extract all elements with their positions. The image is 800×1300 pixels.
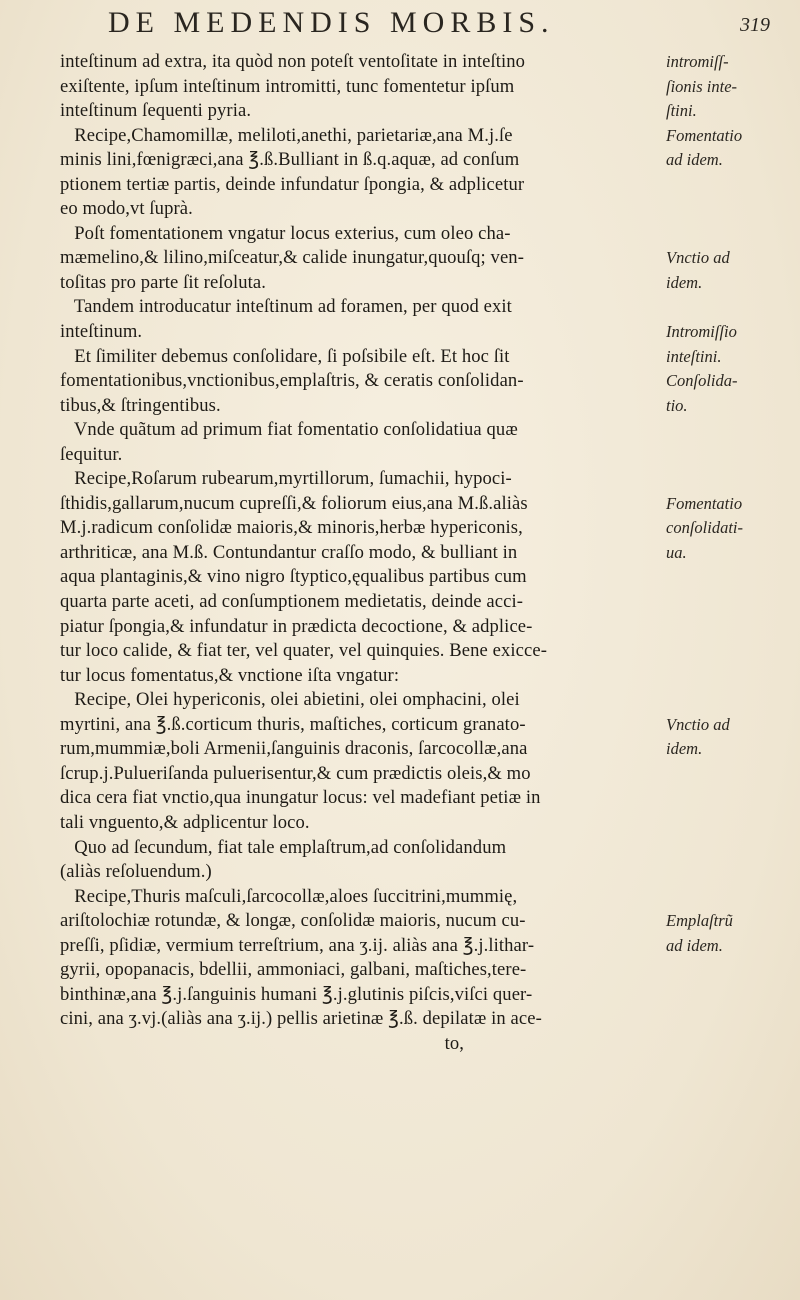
text-line: Et ſimiliter debemus conſolidare, ſi poſsibile eſt. Et hoc ſit [60,345,510,367]
text-line: Recipe,Chamomillæ, meliloti,anethi, parietariæ,ana M.j.ſe [60,124,513,146]
text-line: arthriticæ, ana M.ß. Contundantur craſſo modo, & bulliant in [60,541,518,563]
text-line: tibus,& ſtringentibus. [60,394,221,416]
text-line: Recipe, Olei hypericonis, olei abietini, olei omphacini, olei [60,689,520,711]
text-line: preſſi, pſidiæ, vermium terreſtrium, ana ʒ.ij. aliàs ana ℥.j.lithar- [60,934,535,956]
text-line: inteſtinum ſequenti pyria. [60,100,252,122]
text-line: ſequitur. [60,443,123,465]
text-line: aqua plantaginis,& vino nigro ſtyptico,ęqualibus partibus cum [60,566,527,588]
text-line: tali vnguento,& adplicentur loco. [60,811,310,833]
margin-note: Intromiſſio [666,322,737,342]
text-line: Tandem introducatur inteſtinum ad foramen, per quod exit [60,296,512,318]
text-line: myrtini, ana ℥.ß.corticum thuris, maſtiches, corticum granato- [60,713,526,735]
text-line: rum,mummiæ,boli Armenii,ſanguinis draconis, ſarcocollæ,ana [60,738,528,760]
text-line: M.j.radicum conſolidæ maioris,& minoris,herbæ hypericonis, [60,517,523,539]
text-line: inteſtinum. [60,321,143,343]
text-line: binthinæ,ana ℥.j.ſanguinis humani ℥.j.glutinis piſcis,viſci quer- [60,983,533,1005]
text-line: Vnde quãtum ad primum fiat fomentatio conſolidatiua quæ [60,419,518,441]
margin-note: ſtini. [666,101,697,121]
margin-note: inteſtini. [666,346,722,366]
main-text-column [60,50,660,1056]
text-line: to, [60,1032,465,1054]
margin-note: conſolidati- [666,518,743,538]
margin-note: ad idem. [666,935,723,955]
margin-note: Vnctio ad [666,248,730,268]
margin-note: ſionis inte- [666,76,738,96]
text-line: eo modo,vt ſuprà. [60,198,193,220]
text-line: piatur ſpongia,& infundatur in prædicta decoctione, & adplice- [60,615,533,637]
margin-note: tio. [666,395,688,415]
text-line: (aliàs reſoluendum.) [60,861,212,883]
text-line: ſcrup.j.Pulueriſanda puluerisentur,& cum prædictis oleis,& mo [60,762,531,784]
text-line: ariſtolochiæ rotundæ, & longæ, conſolidæ maioris, nucum cu- [60,910,526,932]
text-line: inteſtinum ad extra, ita quòd non poteſt ventoſitate in inteſtino [60,51,526,72]
text-line: Recipe,Roſarum rubearum,myrtillorum, ſumachii, hypoci- [60,468,512,490]
text-line: cini, ana ʒ.vj.(aliàs ana ʒ.ij.) pellis arietinæ ℥.ß. depilatæ in ace- [60,1008,542,1030]
text-line: ptionem tertiæ partis, deinde infundatur ſpongia, & adplicetur [60,173,525,195]
text-line: fomentationibus,vnctionibus,emplaſtris, & ceratis conſolidan- [60,370,524,392]
margin-note: Emplaſtrũ [666,911,733,931]
running-title: DE MEDENDIS MORBIS. [108,6,555,39]
page-number: 319 [740,14,770,36]
margin-note: Fomentatio [666,493,743,513]
text-line: Poſt fomentationem vngatur locus exterius, cum oleo cha- [60,222,511,244]
margin-note: Fomentatio [666,125,743,145]
text-line: ſthidis,gallarum,nucum cupreſſi,& foliorum eius,ana M.ß.aliàs [60,492,528,514]
text-line: Recipe,Thuris maſculi,ſarcocollæ,aloes ſuccitrini,mummię, [60,885,518,907]
text-line: quarta parte aceti, ad conſumptionem medietatis, deinde acci- [60,591,523,613]
margin-note: intromiſſ- [666,52,729,71]
text-line: exiſtente, ipſum inteſtinum intromitti, tunc fomentetur ipſum [60,75,515,97]
margin-note: Vnctio ad [666,714,730,734]
margin-note: Conſolida- [666,371,738,391]
text-line: Quo ad ſecundum, fiat tale emplaſtrum,ad conſolidandum [60,836,507,858]
text-line: minis lini,fœnigræci,ana ℥.ß.Bulliant in ß.q.aquæ, ad conſum [60,149,520,171]
text-line: tur loco calide, & fiat ter, vel quater, vel quinquies. Bene exicce- [60,640,548,662]
text-line: toſitas pro parte ſit reſoluta. [60,271,267,293]
text-line: tur locus fomentatus,& vnctione iſta vngatur: [60,664,400,686]
margin-note: ad idem. [666,150,723,170]
text-line: gyrii, opopanacis, bdellii, ammoniaci, galbani, maſtiches,tere- [60,959,527,981]
text-line: dica cera fiat vnctio,qua inungatur locus: vel madefiant petiæ in [60,787,541,809]
text-line: mæmelino,& lilino,miſceatur,& calide inungatur,quouſq; ven- [60,247,524,269]
margin-note: idem. [666,739,703,759]
margin-note: ua. [666,543,687,562]
margin-note: idem. [666,272,703,292]
